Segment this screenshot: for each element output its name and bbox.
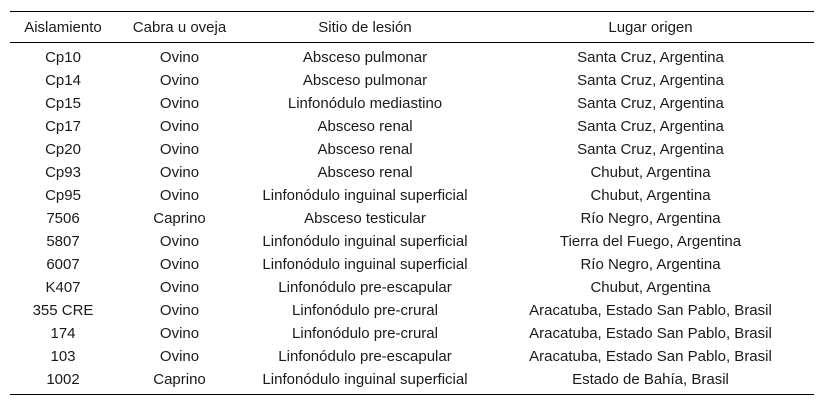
- isolates-table: [10, 11, 814, 395]
- cell-sitio-de-lesion: Absceso pulmonar: [302, 72, 428, 89]
- cell-sitio-de-lesion: Absceso pulmonar: [302, 49, 428, 66]
- table-row: [10, 138, 814, 161]
- cell-aislamiento: Cp10: [45, 49, 81, 66]
- cell-sitio-de-lesion: Linfonódulo inguinal superficial: [262, 233, 468, 250]
- table-row: [10, 207, 814, 230]
- table-row: [10, 276, 814, 299]
- cell-lugar-origen: Estado de Bahía, Brasil: [572, 371, 729, 388]
- cell-sitio-de-lesion: Linfonódulo pre-crural: [292, 302, 438, 319]
- header-row: [10, 12, 814, 43]
- cell-sitio-de-lesion: Linfonódulo inguinal superficial: [262, 187, 468, 204]
- cell-cabra-u-oveja: Ovino: [159, 187, 200, 204]
- cell-sitio-de-lesion: Linfonódulo pre-escapular: [278, 279, 452, 296]
- cell-aislamiento: Cp20: [45, 141, 81, 158]
- cell-sitio-de-lesion: Absceso testicular: [304, 210, 426, 227]
- cell-cabra-u-oveja: Ovino: [159, 348, 200, 365]
- table-row: [10, 43, 814, 70]
- cell-aislamiento: Cp95: [45, 187, 81, 204]
- table-row: [10, 184, 814, 207]
- cell-cabra-u-oveja: Ovino: [159, 164, 200, 181]
- cell-cabra-u-oveja: Ovino: [159, 256, 200, 273]
- cell-lugar-origen: Aracatuba, Estado San Pablo, Brasil: [529, 302, 772, 319]
- table-row: [10, 230, 814, 253]
- cell-sitio-de-lesion: Linfonódulo inguinal superficial: [262, 371, 468, 388]
- cell-lugar-origen: Santa Cruz, Argentina: [577, 118, 724, 135]
- cell-cabra-u-oveja: Ovino: [159, 325, 200, 342]
- cell-cabra-u-oveja: Ovino: [159, 118, 200, 135]
- cell-lugar-origen: Santa Cruz, Argentina: [577, 95, 724, 112]
- cell-aislamiento: 355 CRE: [32, 302, 94, 319]
- cell-lugar-origen: Santa Cruz, Argentina: [577, 72, 724, 89]
- cell-aislamiento: 5807: [46, 233, 80, 250]
- table-row: [10, 345, 814, 368]
- table-row: [10, 322, 814, 345]
- cell-sitio-de-lesion: Linfonódulo inguinal superficial: [262, 256, 468, 273]
- cell-cabra-u-oveja: Ovino: [159, 141, 200, 158]
- table-header: [10, 12, 814, 43]
- cell-aislamiento: Cp15: [45, 95, 81, 112]
- cell-cabra-u-oveja: Caprino: [153, 371, 206, 388]
- cell-lugar-origen: Chubut, Argentina: [590, 279, 711, 296]
- table-row: [10, 69, 814, 92]
- table-row: [10, 253, 814, 276]
- cell-cabra-u-oveja: Ovino: [159, 233, 200, 250]
- table-row: [10, 368, 814, 395]
- cell-aislamiento: 103: [50, 348, 76, 365]
- cell-aislamiento: 6007: [46, 256, 80, 273]
- cell-cabra-u-oveja: Ovino: [159, 49, 200, 66]
- cell-cabra-u-oveja: Ovino: [159, 279, 200, 296]
- cell-lugar-origen: Chubut, Argentina: [590, 164, 711, 181]
- cell-sitio-de-lesion: Linfonódulo pre-crural: [292, 325, 438, 342]
- header-lugar-origen: Lugar origen: [608, 18, 693, 36]
- header-sitio-de-lesion: Sitio de lesión: [318, 18, 412, 36]
- cell-lugar-origen: Santa Cruz, Argentina: [577, 141, 724, 158]
- cell-lugar-origen: Río Negro, Argentina: [580, 210, 721, 227]
- header-aislamiento: Aislamiento: [24, 18, 102, 36]
- cell-lugar-origen: Aracatuba, Estado San Pablo, Brasil: [529, 348, 772, 365]
- table-row: [10, 115, 814, 138]
- cell-aislamiento: K407: [45, 279, 81, 296]
- cell-lugar-origen: Aracatuba, Estado San Pablo, Brasil: [529, 325, 772, 342]
- cell-cabra-u-oveja: Ovino: [159, 302, 200, 319]
- cell-sitio-de-lesion: Absceso renal: [317, 118, 413, 135]
- cell-sitio-de-lesion: Absceso renal: [317, 141, 413, 158]
- cell-sitio-de-lesion: Absceso renal: [317, 164, 413, 181]
- cell-aislamiento: 1002: [46, 371, 80, 388]
- cell-aislamiento: 7506: [46, 210, 80, 227]
- table-body: [10, 43, 814, 395]
- cell-lugar-origen: Santa Cruz, Argentina: [577, 49, 724, 66]
- cell-sitio-de-lesion: Linfonódulo pre-escapular: [278, 348, 452, 365]
- cell-cabra-u-oveja: Caprino: [153, 210, 206, 227]
- cell-lugar-origen: Río Negro, Argentina: [580, 256, 721, 273]
- table-row: [10, 92, 814, 115]
- cell-aislamiento: Cp14: [45, 72, 81, 89]
- table-row: [10, 299, 814, 322]
- cell-aislamiento: Cp93: [45, 164, 81, 181]
- cell-lugar-origen: Chubut, Argentina: [590, 187, 711, 204]
- table-row: [10, 161, 814, 184]
- cell-aislamiento: 174: [50, 325, 76, 342]
- cell-cabra-u-oveja: Ovino: [159, 72, 200, 89]
- isolates-table-container: [10, 11, 814, 395]
- cell-cabra-u-oveja: Ovino: [159, 95, 200, 112]
- cell-aislamiento: Cp17: [45, 118, 81, 135]
- header-cabra-u-oveja: Cabra u oveja: [132, 18, 227, 36]
- cell-sitio-de-lesion: Linfonódulo mediastino: [287, 95, 443, 112]
- cell-lugar-origen: Tierra del Fuego, Argentina: [559, 233, 742, 250]
